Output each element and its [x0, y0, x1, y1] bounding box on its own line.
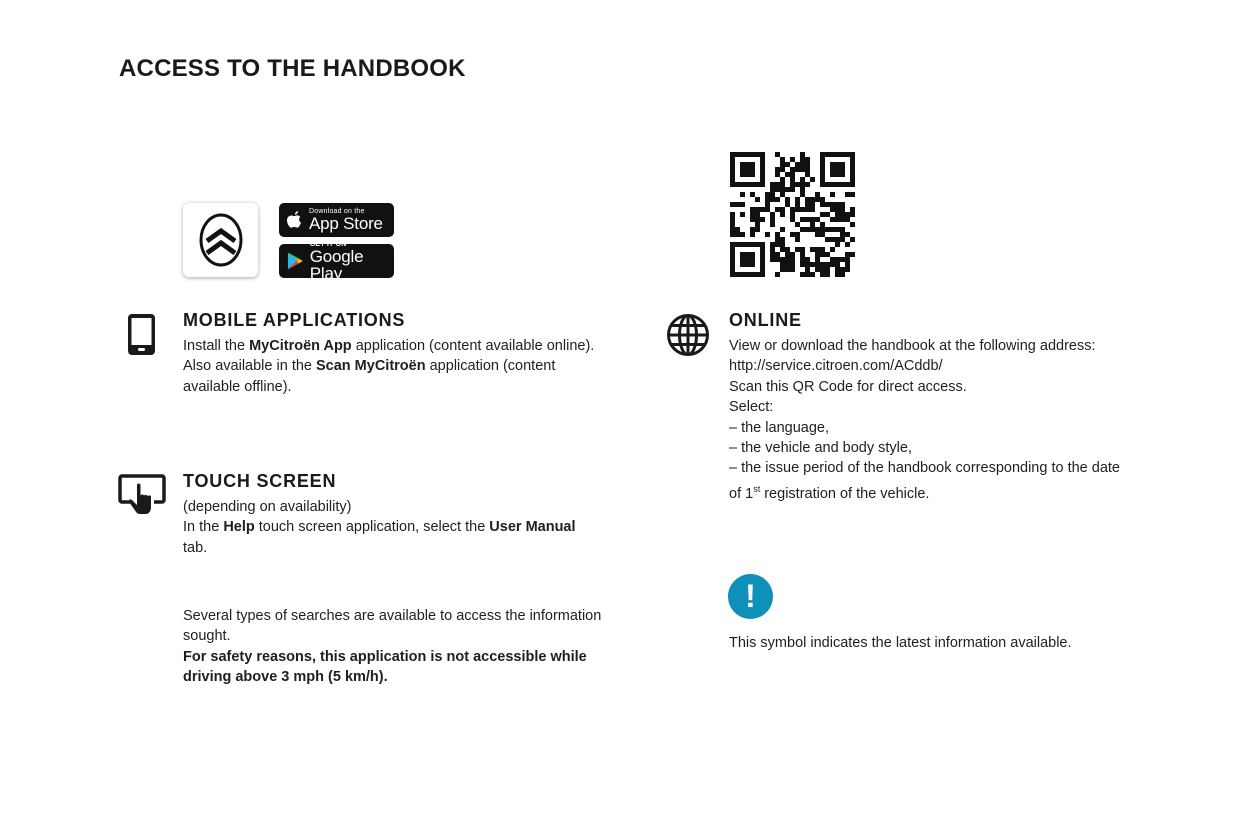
touch-screen-heading: TOUCH SCREEN	[183, 471, 337, 491]
handbook-url[interactable]: http://service.citroen.com/ACddb/	[729, 358, 943, 375]
info-icon: !	[728, 574, 773, 619]
app-store-small-text: Download on the	[309, 208, 365, 215]
page-title: ACCESS TO THE HANDBOOK	[119, 55, 466, 82]
touch-screen-icon	[118, 474, 166, 516]
mobile-applications-text: Install the MyCitroën App application (content available online). Also available in the Scan MyCitroën application (content available offline).	[183, 338, 595, 395]
mobile-applications-heading: MOBILE APPLICATIONS	[183, 310, 406, 330]
google-play-icon	[287, 251, 304, 271]
touch-screen-text: (depending on availability) In the Help touch screen application, select the User Manual tab.	[183, 499, 576, 556]
apple-icon	[287, 211, 303, 230]
mycitroen-app-tile[interactable]	[183, 203, 258, 277]
info-symbol-text: This symbol indicates the latest information available.	[729, 635, 1072, 651]
app-store-label: App Store	[309, 214, 383, 233]
qr-code-icon[interactable]	[730, 152, 855, 277]
search-types-text: Several types of searches are available to access the information sought. For safety reasons, this application is not accessible while driving above 3 mph (5 km/h).	[183, 608, 602, 686]
smartphone-icon	[127, 313, 156, 356]
app-store-badge[interactable]	[279, 203, 394, 237]
online-text: View or download the handbook at the following address: http://service.citroen.com/ACddb/ Scan this QR Code for direct access. Select: – the language, – the vehicle and body style, – the issue period of the handbook corresponding to the date of 1st registration of the vehicle.	[729, 336, 1199, 504]
online-heading: ONLINE	[729, 310, 802, 330]
google-play-label: Google Play	[309, 246, 364, 283]
citroen-logo-icon	[198, 213, 244, 267]
globe-icon	[666, 313, 710, 357]
google-play-small-text: GET IT ON	[309, 240, 347, 248]
google-play-badge[interactable]	[279, 240, 394, 283]
